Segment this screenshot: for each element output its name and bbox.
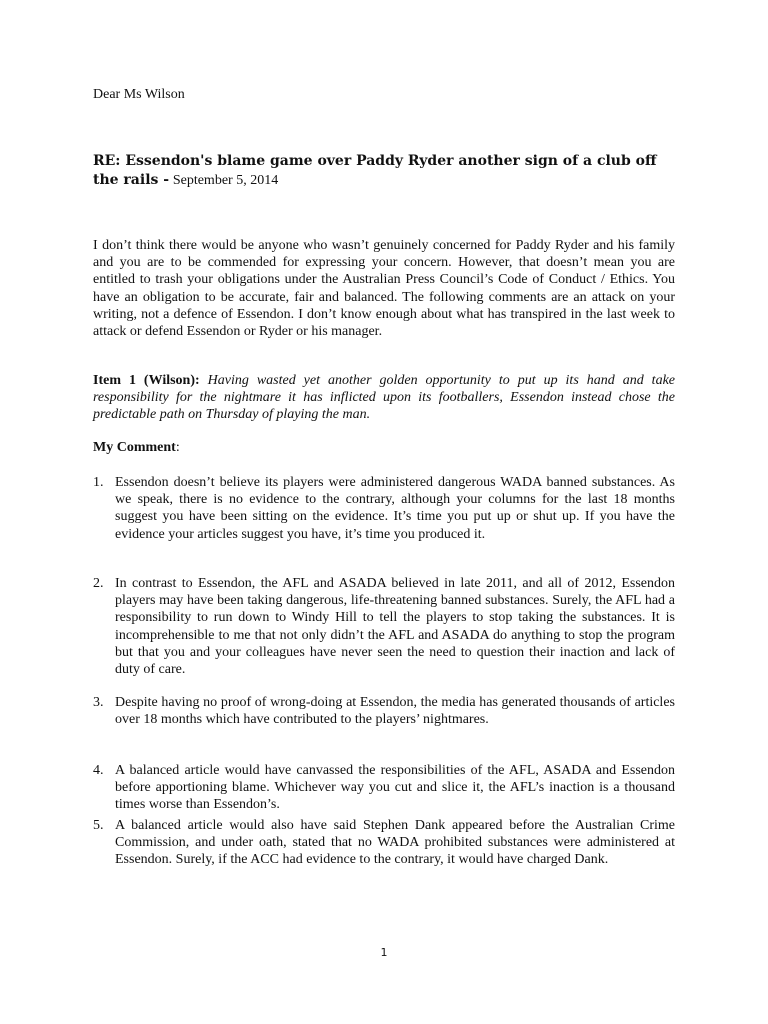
comment-item xyxy=(93,474,675,543)
page-number: 1 xyxy=(380,946,388,959)
comment-item xyxy=(93,694,675,728)
item-1-paragraph xyxy=(93,372,675,424)
comment-text: In contrast to Essendon, the AFL and ASADA believed in late 2011, and all of 2012, Essendon players may have been taking dangerous, life-threatening banned substances. Surely, the AFL had a responsibility to run down to Windy Hill to tell the players to stop taking the substances. It is incomprehensible to me that not only didn’t the AFL and ASADA do anything to stop the program but that you and your colleagues have never seen the need to question their inaction and lack of duty of care. xyxy=(115,576,675,678)
my-comment-label: My Comment xyxy=(93,440,176,455)
comment-number: 1. xyxy=(93,475,104,490)
comment-number: 2. xyxy=(93,576,104,591)
intro-paragraph: I don’t think there would be anyone who wasn’t genuinely concerned for Paddy Ryder and his family and you are to be commended for expressing your concern. However, that doesn’t mean you are entitled to trash your obligations under the Australian Press Council’s Code of Conduct / Ethics. You have an obligation to be accurate, fair and balanced. The following comments are an attack on your writing, not a defence of Essendon. I don’t know enough about what has transpired in the last week to attack or defend Essendon or Ryder or his manager. xyxy=(93,238,675,340)
comment-number: 3. xyxy=(93,695,104,710)
comment-number: 4. xyxy=(93,763,104,778)
comment-item xyxy=(93,575,675,678)
item-1-label: Item 1 (Wilson): xyxy=(93,373,200,388)
subject-line xyxy=(93,152,675,190)
comment-item xyxy=(93,762,675,814)
subject-title: RE: Essendon's blame game over Paddy Ryder another sign of a club off the rails - xyxy=(93,153,657,188)
comment-text: A balanced article would have canvassed the responsibilities of the AFL, ASADA and Essendon before apportioning blame. Whichever way you cut and slice it, the AFL’s inaction is a thousand times worse than Essendon’s. xyxy=(115,763,675,813)
my-comment-heading xyxy=(93,439,180,457)
comment-number: 5. xyxy=(93,818,104,833)
my-comment-colon: : xyxy=(175,440,180,455)
comment-text: A balanced article would also have said Stephen Dank appeared before the Australian Crime Commission, and under oath, stated that no WADA prohibited substances were administered at Essendon. Surely, if the ACC had evidence to the contrary, it would have charged Dank. xyxy=(115,818,675,868)
comment-text: Essendon doesn’t believe its players were administered dangerous WADA banned substances. As we speak, there is no evidence to the contrary, although your columns for the last 18 months suggest you have been sitting on the evidence. It’s time you put up or shut up. If you have the evidence your articles suggest you have, it’s time you produced it. xyxy=(115,475,675,542)
salutation: Dear Ms Wilson xyxy=(93,87,185,102)
subject-date: September 5, 2014 xyxy=(172,173,279,188)
comment-item xyxy=(93,817,675,869)
item-1-quote: Having wasted yet another golden opportunity to put up its hand and take responsibility for the nightmare it has inflicted upon its footballers, Essendon instead chose the predictable path on Thursday of playing the man. xyxy=(93,373,675,423)
comment-text: Despite having no proof of wrong-doing at Essendon, the media has generated thousands of articles over 18 months which have contributed to the players’ nightmares. xyxy=(115,695,675,728)
